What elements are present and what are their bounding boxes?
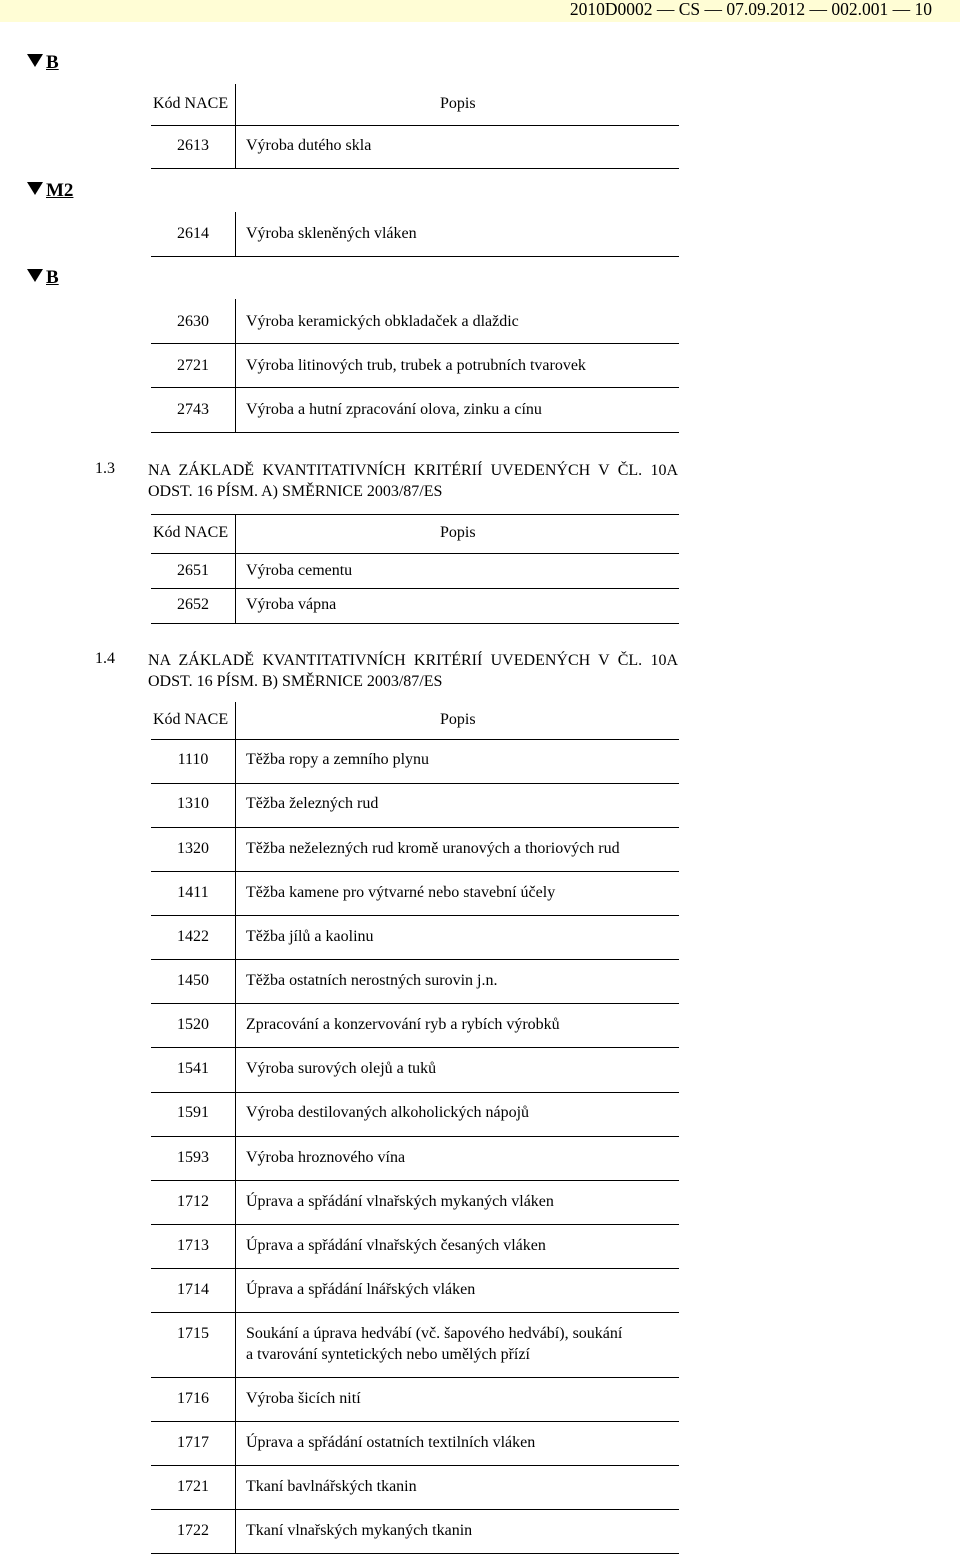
row-divider <box>151 514 679 515</box>
column-header-code: Kód NACE <box>153 95 229 112</box>
nace-code: 1110 <box>177 751 209 768</box>
nace-description: Tkaní bavlnářských tkanin <box>246 1478 417 1495</box>
nace-description: Výroba hroznového vína <box>246 1149 406 1166</box>
column-divider <box>235 84 236 168</box>
row-divider <box>151 1047 679 1048</box>
section-title: NA ZÁKLADĚ KVANTITATIVNÍCH KRITÉRIÍ UVEDENÝCH V ČL. 10A ODST. 16 PÍSM. A) SMĚRNICE 2003/87/ES <box>148 462 678 500</box>
row-divider <box>151 1377 679 1378</box>
row-divider <box>151 739 679 740</box>
nace-description: Výroba cementu <box>246 562 353 579</box>
nace-code: 1593 <box>177 1149 209 1166</box>
row-divider <box>151 827 679 828</box>
nace-code: 1450 <box>177 972 209 989</box>
nace-description: Výroba keramických obkladaček a dlaždic <box>246 313 519 330</box>
row-divider <box>151 1553 679 1554</box>
nace-code: 2652 <box>177 596 209 613</box>
column-header-code: Kód NACE <box>153 711 229 728</box>
column-header-code: Kód NACE <box>153 524 229 541</box>
row-divider <box>151 256 679 257</box>
nace-description: Úprava a spřádání vlnařských mykaných vláken <box>246 1193 554 1210</box>
nace-code: 1320 <box>177 840 209 857</box>
nace-code: 1716 <box>177 1390 209 1407</box>
nace-code: 1713 <box>177 1237 209 1254</box>
column-header-description: Popis <box>440 524 476 541</box>
row-divider <box>151 1312 679 1313</box>
nace-code: 2721 <box>177 357 209 374</box>
nace-code: 1411 <box>177 884 209 901</box>
row-divider <box>151 1136 679 1137</box>
row-divider <box>151 871 679 872</box>
column-divider <box>235 212 236 256</box>
amendment-marker-label: B <box>46 267 59 288</box>
row-divider <box>151 1465 679 1466</box>
amendment-marker-b[interactable] <box>27 52 59 74</box>
nace-code: 1310 <box>177 795 209 812</box>
row-divider <box>151 915 679 916</box>
nace-description-continued: a tvarování syntetických nebo umělých přízí <box>246 1346 530 1363</box>
row-divider <box>151 432 679 433</box>
row-divider <box>151 1509 679 1510</box>
nace-description: Tkaní vlnařských mykaných tkanin <box>246 1522 473 1539</box>
nace-description: Soukání a úprava hedvábí (vč. šapového hedvábí), soukání <box>246 1325 623 1342</box>
nace-description: Těžba neželezných rud kromě uranových a thoriových rud <box>246 840 620 857</box>
nace-description: Těžba ropy a zemního plynu <box>246 751 430 768</box>
nace-code: 1541 <box>177 1060 209 1077</box>
column-divider <box>235 299 236 432</box>
nace-code: 2630 <box>177 313 209 330</box>
nace-code: 1520 <box>177 1016 209 1033</box>
nace-description: Těžba jílů a kaolinu <box>246 928 374 945</box>
nace-code: 1722 <box>177 1522 209 1539</box>
nace-code: 1721 <box>177 1478 209 1495</box>
row-divider <box>151 1003 679 1004</box>
amendment-marker-b[interactable] <box>27 267 59 289</box>
row-divider <box>151 553 679 554</box>
nace-description: Těžba kamene pro výtvarné nebo stavební účely <box>246 884 556 901</box>
document-header-reference: 2010D0002 — CS — 07.09.2012 — 002.001 — 10 <box>569 0 932 19</box>
nace-code: 2613 <box>177 137 209 154</box>
nace-description: Úprava a spřádání vlnařských česaných vláken <box>246 1237 546 1254</box>
nace-description: Zpracování a konzervování ryb a rybích výrobků <box>246 1016 560 1033</box>
nace-description: Výroba a hutní zpracování olova, zinku a cínu <box>246 401 542 418</box>
section-number: 1.3 <box>95 460 115 477</box>
nace-code: 1717 <box>177 1434 209 1451</box>
nace-code: 2743 <box>177 401 209 418</box>
column-header-description: Popis <box>440 711 476 728</box>
amendment-marker-label: M2 <box>46 180 74 201</box>
nace-code: 1714 <box>177 1281 209 1298</box>
nace-description: Výroba vápna <box>246 596 337 613</box>
row-divider <box>151 623 679 624</box>
nace-description: Úprava a spřádání ostatních textilních vláken <box>246 1434 536 1451</box>
row-divider <box>151 1421 679 1422</box>
row-divider <box>151 343 679 344</box>
nace-description: Výroba destilovaných alkoholických nápojů <box>246 1104 530 1121</box>
triangle-down-icon <box>27 182 43 195</box>
section-title: NA ZÁKLADĚ KVANTITATIVNÍCH KRITÉRIÍ UVEDENÝCH V ČL. 10A ODST. 16 PÍSM. B) SMĚRNICE 2003/87/ES <box>148 652 678 690</box>
row-divider <box>151 387 679 388</box>
nace-description: Výroba surových olejů a tuků <box>246 1060 437 1077</box>
column-divider <box>235 702 236 1554</box>
row-divider <box>151 588 679 589</box>
row-divider <box>151 1092 679 1093</box>
column-divider <box>235 514 236 623</box>
row-divider <box>151 1180 679 1181</box>
nace-description: Výroba šicích nití <box>246 1390 361 1407</box>
triangle-down-icon <box>27 54 43 67</box>
section-number: 1.4 <box>95 650 115 667</box>
row-divider <box>151 959 679 960</box>
nace-code: 2651 <box>177 562 209 579</box>
row-divider <box>151 783 679 784</box>
nace-code: 2614 <box>177 225 209 242</box>
nace-description: Těžba ostatních nerostných surovin j.n. <box>246 972 498 989</box>
row-divider <box>151 1268 679 1269</box>
nace-description: Úprava a spřádání lnářských vláken <box>246 1281 476 1298</box>
nace-code: 1422 <box>177 928 209 945</box>
amendment-marker-m2[interactable] <box>27 180 73 202</box>
nace-description: Výroba dutého skla <box>246 137 372 154</box>
row-divider <box>151 168 679 169</box>
nace-description: Výroba skleněných vláken <box>246 225 417 242</box>
column-header-description: Popis <box>440 95 476 112</box>
nace-code: 1712 <box>177 1193 209 1210</box>
row-divider <box>151 125 679 126</box>
triangle-down-icon <box>27 269 43 282</box>
nace-description: Výroba litinových trub, trubek a potrubních tvarovek <box>246 357 586 374</box>
nace-code: 1715 <box>177 1325 209 1342</box>
nace-description: Těžba železných rud <box>246 795 379 812</box>
amendment-marker-label: B <box>46 52 59 73</box>
row-divider <box>151 1224 679 1225</box>
nace-code: 1591 <box>177 1104 209 1121</box>
